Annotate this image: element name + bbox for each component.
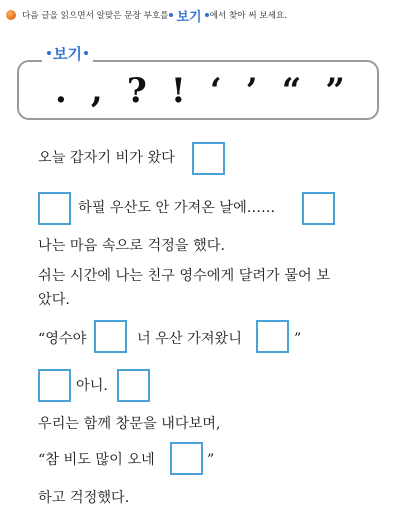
line-text: 우리는 함께 창문을 내다보며, xyxy=(38,416,221,432)
passage-line-6c xyxy=(294,329,301,349)
passage-line-4 xyxy=(38,266,330,286)
mark-double-open: “ xyxy=(281,71,302,111)
passage-line-1 xyxy=(38,148,175,168)
mark-single-open: ‘ xyxy=(209,71,222,111)
answer-blank-8[interactable] xyxy=(170,442,203,475)
answer-blank-2[interactable] xyxy=(38,192,71,225)
line-text: 아니. xyxy=(76,378,108,394)
answer-blank-3[interactable] xyxy=(302,192,335,225)
passage-line-6a xyxy=(38,329,86,349)
line-text: 오늘 갑자기 비가 왔다 xyxy=(38,150,175,166)
passage-line-7 xyxy=(76,376,108,396)
passage-line-5 xyxy=(38,290,70,310)
line-text: “참 비도 많이 오네 xyxy=(38,452,155,468)
passage-line-8 xyxy=(38,414,221,434)
instruction-text-before: 다음 글을 읽으면서 알맞은 문장 부호를 xyxy=(22,11,169,21)
passage-line-10 xyxy=(38,488,129,508)
dot-icon xyxy=(84,51,88,55)
mark-exclamation: ! xyxy=(170,71,186,111)
instruction-text-after: 에서 찾아 써 보세요. xyxy=(209,11,287,21)
mark-question: ? xyxy=(126,71,147,111)
passage-line-9a xyxy=(38,450,155,470)
line-text: 나는 마음 속으로 걱정을 했다. xyxy=(38,238,226,254)
answer-blank-1[interactable] xyxy=(192,142,225,175)
instruction xyxy=(6,6,287,24)
mark-double-close: ” xyxy=(325,71,345,111)
punctuation-marks xyxy=(55,70,345,112)
bullet-icon xyxy=(6,10,16,20)
dot-icon xyxy=(47,51,51,55)
example-box-label xyxy=(42,43,93,63)
dot-icon xyxy=(205,13,209,17)
answer-blank-6[interactable] xyxy=(38,369,71,402)
mark-comma: , xyxy=(90,71,103,111)
line-text: 하고 걱정했다. xyxy=(38,490,130,506)
line-text: ” xyxy=(294,331,302,347)
answer-blank-5[interactable] xyxy=(256,320,289,353)
line-text: “영수야 xyxy=(38,331,87,347)
line-text: ” xyxy=(207,452,215,468)
mark-single-close: ’ xyxy=(245,71,258,111)
mark-period: . xyxy=(55,71,67,111)
answer-blank-4[interactable] xyxy=(94,320,127,353)
passage-line-9b xyxy=(207,450,214,470)
example-label-text: 보기 xyxy=(53,44,82,63)
answer-blank-7[interactable] xyxy=(117,369,150,402)
passage-line-3 xyxy=(38,236,225,256)
passage-line-6b xyxy=(137,329,242,349)
instruction-tag: 보기 xyxy=(176,9,202,25)
line-text: 하필 우산도 안 가져온 날에…… xyxy=(78,200,276,216)
line-text: 너 우산 가져왔니 xyxy=(137,331,242,347)
line-text: 았다. xyxy=(38,292,70,308)
dot-icon xyxy=(169,13,173,17)
passage-line-2 xyxy=(78,198,275,218)
line-text: 쉬는 시간에 나는 친구 영수에게 달려가 물어 보 xyxy=(38,268,330,284)
